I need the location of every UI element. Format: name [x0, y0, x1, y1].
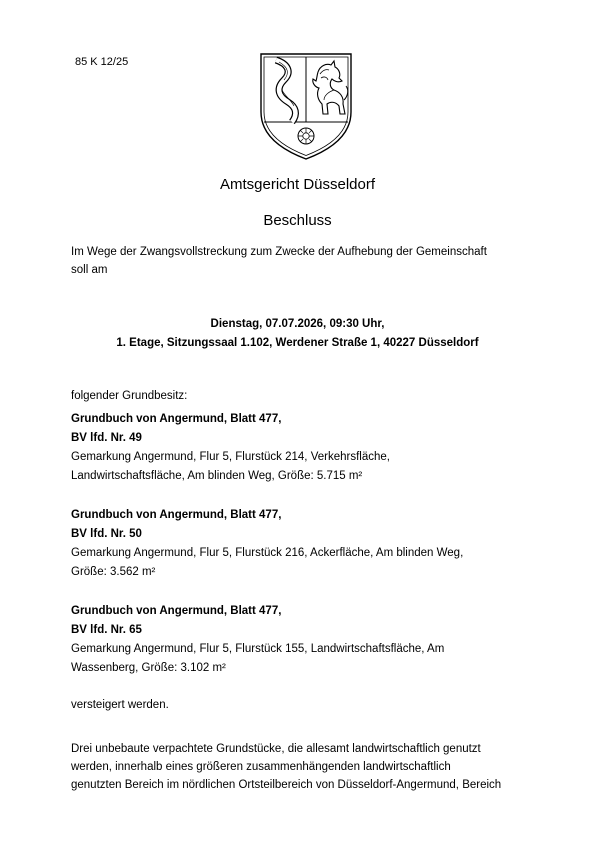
parcel-detail: Gemarkung Angermund, Flur 5, Flurstück 155, Landwirtschaftsfläche, Am	[71, 643, 445, 655]
closing-statement: versteigert werden.	[71, 699, 169, 711]
court-name: Amtsgericht Düsseldorf	[219, 176, 376, 193]
property-lead: folgender Grundbesitz:	[71, 390, 188, 402]
appointment-block	[0, 315, 595, 353]
intro-paragraph	[71, 243, 531, 279]
parcel-number: BV lfd. Nr. 49	[71, 432, 142, 444]
document-title: Beschluss	[263, 212, 332, 229]
parcel-detail: Gemarkung Angermund, Flur 5, Flurstück 214, Verkehrsfläche,	[71, 451, 390, 463]
intro-line: Im Wege der Zwangsvollstreckung zum Zwecke der Aufhebung der Gemeinschaft	[71, 246, 487, 258]
intro-line: soll am	[71, 264, 108, 276]
appointment-location: 1. Etage, Sitzungssaal 1.102, Werdener Straße 1, 40227 Düsseldorf	[116, 337, 479, 349]
parcel-entry	[71, 602, 541, 678]
parcel-entry	[71, 410, 541, 486]
parcel-register: Grundbuch von Angermund, Blatt 477,	[71, 605, 282, 617]
appointment-datetime: Dienstag, 07.07.2026, 09:30 Uhr,	[210, 318, 385, 330]
description-line: genutzten Bereich im nördlichen Ortsteilbereich von Düsseldorf-Angermund, Bereich	[71, 779, 502, 791]
description-line: Drei unbebaute verpachtete Grundstücke, die allesamt landwirtschaftlich genutzt	[71, 743, 481, 755]
parcel-detail: Gemarkung Angermund, Flur 5, Flurstück 216, Ackerfläche, Am blinden Weg,	[71, 547, 464, 559]
parcel-entry	[71, 506, 541, 582]
parcel-detail: Wassenberg, Größe: 3.102 m²	[71, 662, 226, 674]
file-reference: 85 K 12/25	[75, 56, 129, 68]
parcel-register: Grundbuch von Angermund, Blatt 477,	[71, 509, 282, 521]
parcel-detail: Größe: 3.562 m²	[71, 566, 156, 578]
parcel-number: BV lfd. Nr. 50	[71, 528, 142, 540]
coat-of-arms-icon	[258, 50, 354, 162]
description-line: werden, innerhalb eines größeren zusammenhängenden landwirtschaftlich	[71, 761, 451, 773]
parcel-number: BV lfd. Nr. 65	[71, 624, 142, 636]
property-description	[71, 740, 536, 794]
parcel-detail: Landwirtschaftsfläche, Am blinden Weg, Größe: 5.715 m²	[71, 470, 363, 482]
parcel-register: Grundbuch von Angermund, Blatt 477,	[71, 413, 282, 425]
